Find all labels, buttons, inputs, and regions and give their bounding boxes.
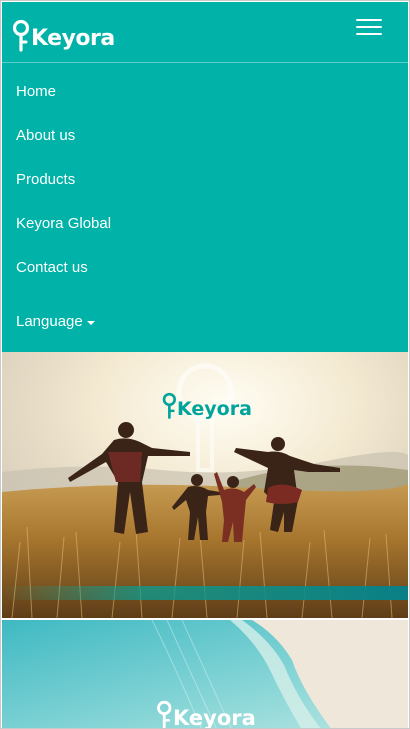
language-dropdown[interactable] [16, 312, 95, 332]
nav-item-home[interactable]: Home [16, 83, 57, 100]
nav-menu [16, 82, 111, 302]
nav-item-products[interactable]: Products [16, 171, 76, 188]
hero-banner-beach [2, 620, 408, 729]
hero2-brand-logo [156, 700, 256, 729]
hamburger-icon[interactable] [356, 19, 382, 37]
language-label: Language [16, 313, 83, 330]
hero-banner-family [2, 352, 408, 618]
site-header [2, 2, 408, 62]
nav-item-contact-us[interactable]: Contact us [16, 259, 88, 276]
brand-name: Keyora [31, 26, 115, 51]
nav-item-about-us[interactable]: About us [16, 127, 76, 144]
caret-down-icon [87, 321, 95, 325]
hero-brand-name: Keyora [177, 398, 252, 420]
hero2-brand-name: Keyora [173, 706, 256, 729]
nav-item-keyora-global[interactable]: Keyora Global [16, 215, 112, 232]
mobile-navigation [2, 2, 408, 352]
header-divider [2, 62, 408, 63]
hero-brand-logo [162, 392, 252, 420]
brand-logo[interactable] [12, 17, 115, 53]
